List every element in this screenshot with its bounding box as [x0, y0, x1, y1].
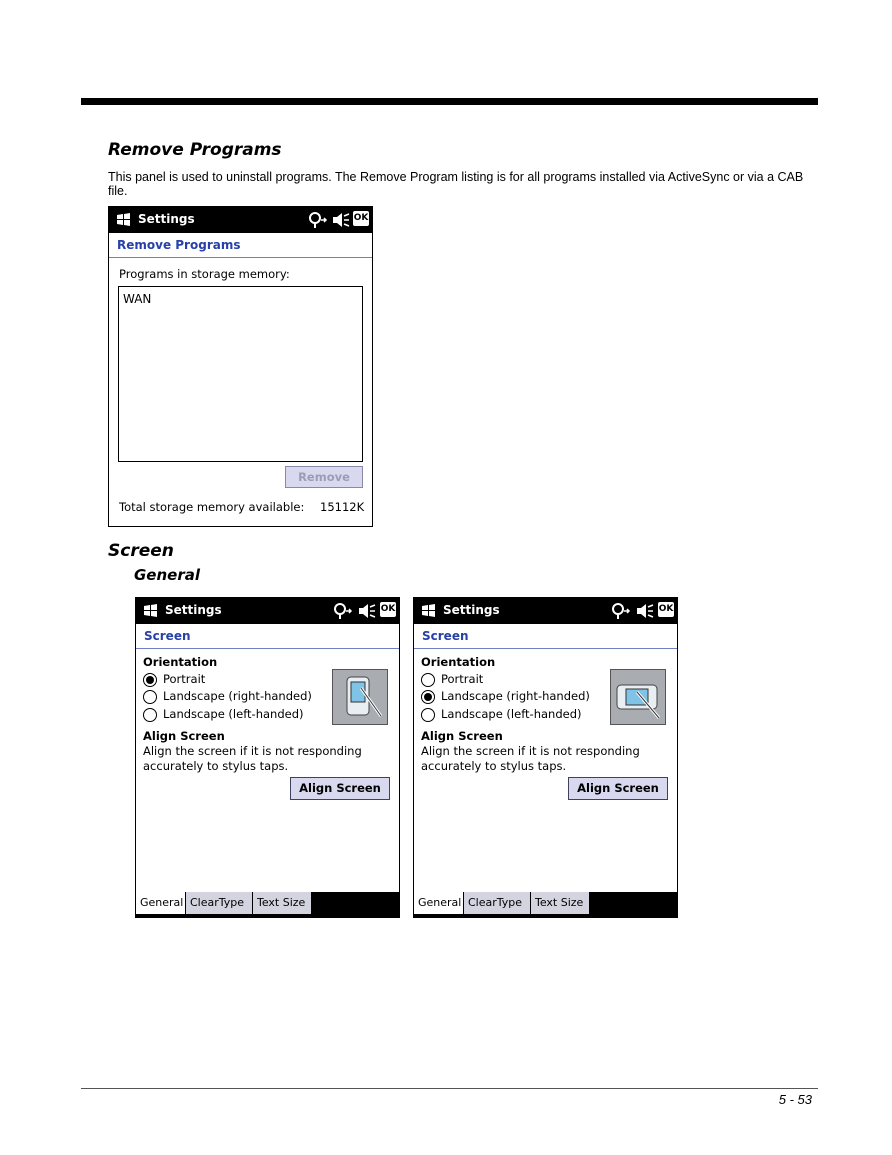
remove-button[interactable]: Remove	[285, 466, 363, 488]
orientation-label: Orientation	[143, 655, 218, 669]
program-item-wan[interactable]: WAN	[123, 292, 152, 306]
top-rule	[81, 98, 818, 105]
tab-cleartype[interactable]: ClearType	[186, 892, 252, 914]
ok-button[interactable]: OK	[658, 602, 674, 617]
align-text-line2: accurately to stylus taps.	[143, 759, 289, 773]
panel-header: Screen	[422, 629, 469, 643]
option-portrait-label[interactable]: Portrait	[441, 672, 484, 686]
footer-rule	[81, 1088, 818, 1089]
option-landscape-left-label[interactable]: Landscape (left-handed)	[163, 707, 304, 721]
option-landscape-left-label[interactable]: Landscape (left-handed)	[441, 707, 582, 721]
option-landscape-right-label[interactable]: Landscape (right-handed)	[441, 689, 590, 703]
radio-landscape-left[interactable]	[143, 708, 157, 722]
subheading-general: General	[134, 566, 200, 584]
programs-listbox[interactable]	[118, 286, 363, 462]
screen-settings-landscape-screenshot	[413, 597, 678, 918]
speaker-muted-icon[interactable]	[331, 211, 351, 229]
tab-text-size[interactable]: Text Size	[531, 892, 589, 914]
header-divider	[109, 257, 372, 258]
windows-start-icon[interactable]	[116, 212, 131, 227]
panel-header: Screen	[144, 629, 191, 643]
radio-landscape-right[interactable]	[143, 690, 157, 704]
align-text-line1: Align the screen if it is not responding	[143, 744, 362, 758]
tab-cleartype[interactable]: ClearType	[464, 892, 530, 914]
align-screen-button[interactable]: Align Screen	[568, 777, 668, 800]
option-portrait-label[interactable]: Portrait	[163, 672, 206, 686]
storage-value: 15112K	[320, 500, 365, 514]
radio-landscape-right[interactable]	[421, 690, 435, 704]
title-bar	[414, 598, 677, 624]
title-text: Settings	[165, 603, 222, 617]
radio-portrait[interactable]	[421, 673, 435, 687]
orientation-label: Orientation	[421, 655, 496, 669]
windows-start-icon[interactable]	[143, 603, 158, 618]
header-divider	[136, 648, 399, 649]
connectivity-icon[interactable]	[308, 211, 328, 229]
screen-settings-portrait-screenshot	[135, 597, 400, 918]
align-screen-label: Align Screen	[421, 729, 503, 743]
title-bar	[109, 207, 372, 233]
connectivity-icon[interactable]	[611, 602, 631, 620]
align-text-line2: accurately to stylus taps.	[421, 759, 567, 773]
header-divider	[414, 648, 677, 649]
section-heading-screen: Screen	[108, 541, 174, 561]
landscape-device-icon	[610, 669, 666, 725]
option-landscape-right-label[interactable]: Landscape (right-handed)	[163, 689, 312, 703]
align-text-line1: Align the screen if it is not responding	[421, 744, 640, 758]
ok-button[interactable]: OK	[353, 211, 369, 226]
connectivity-icon[interactable]	[333, 602, 353, 620]
speaker-muted-icon[interactable]	[635, 602, 655, 620]
align-screen-label: Align Screen	[143, 729, 225, 743]
title-bar	[136, 598, 399, 624]
tab-bar	[414, 892, 677, 917]
speaker-muted-icon[interactable]	[357, 602, 377, 620]
align-screen-button[interactable]: Align Screen	[290, 777, 390, 800]
storage-label: Total storage memory available:	[119, 500, 305, 514]
radio-landscape-left[interactable]	[421, 708, 435, 722]
radio-portrait[interactable]	[143, 673, 157, 687]
tab-general[interactable]: General	[414, 892, 463, 914]
list-label: Programs in storage memory:	[119, 267, 290, 281]
panel-header: Remove Programs	[117, 238, 241, 252]
ok-button[interactable]: OK	[380, 602, 396, 617]
portrait-device-icon	[332, 669, 388, 725]
section-paragraph: This panel is used to uninstall programs. The Remove Program listing is for all programs installed via ActiveSync or via a CAB file.	[108, 170, 804, 198]
section-heading-remove-programs: Remove Programs	[108, 140, 282, 160]
tab-general[interactable]: General	[136, 892, 185, 914]
tab-bar	[136, 892, 399, 917]
page-number: 5 - 53	[778, 1092, 812, 1107]
title-text: Settings	[138, 212, 195, 226]
remove-programs-screenshot	[108, 206, 373, 527]
windows-start-icon[interactable]	[421, 603, 436, 618]
title-text: Settings	[443, 603, 500, 617]
tab-text-size[interactable]: Text Size	[253, 892, 311, 914]
